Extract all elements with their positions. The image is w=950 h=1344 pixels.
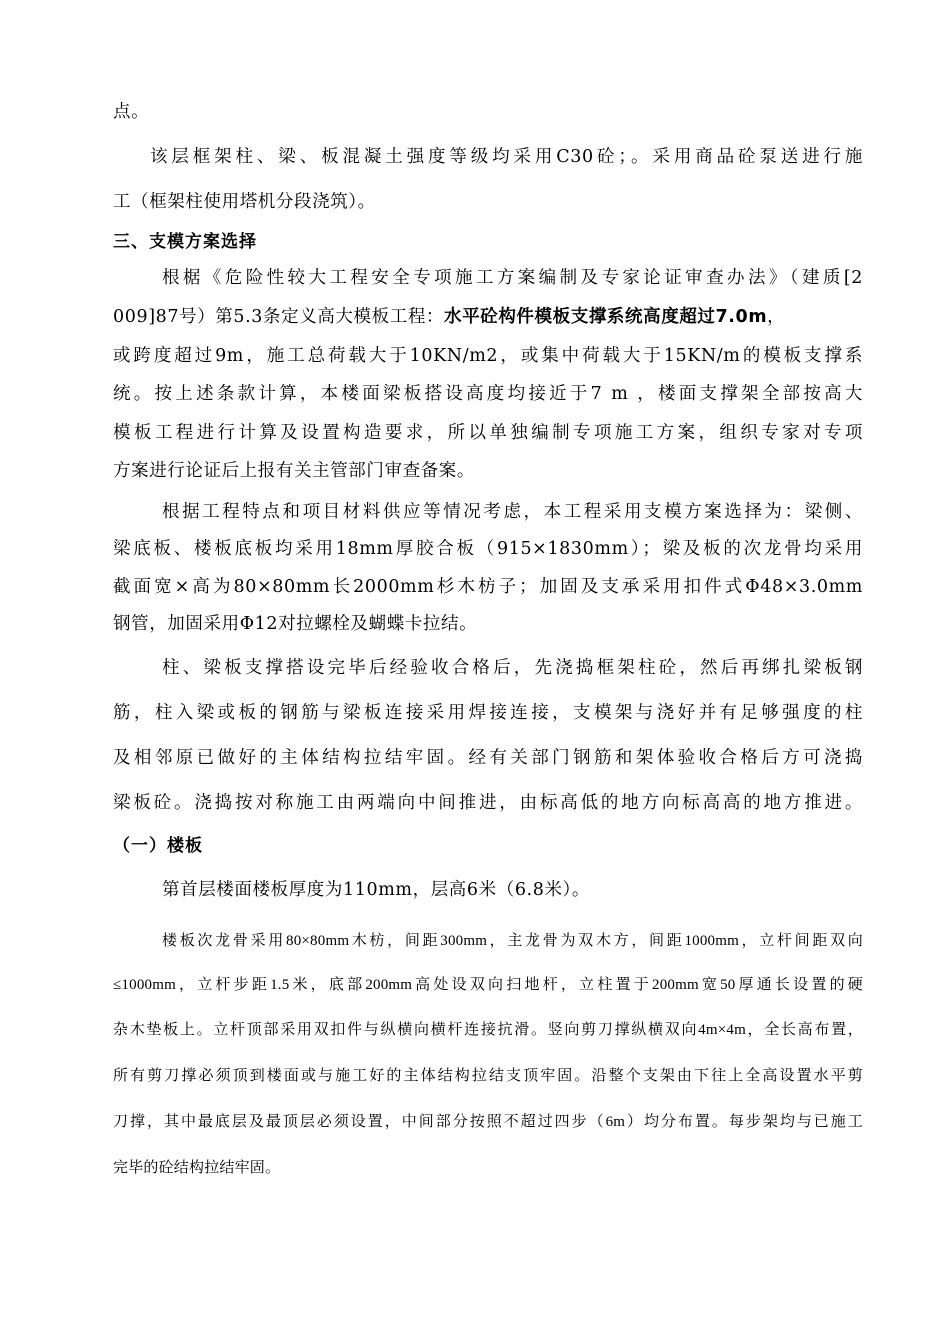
text-line: 杂木垫板上。立杆顶部采用双扣件与纵横向横杆连接抗滑。竖向剪刀撑纵横双向4m×4m，全长高布置， [113, 1022, 863, 1038]
text-line: 工（框架柱使用塔机分段浇筑）。 [113, 192, 376, 212]
text-line: 楼板次龙骨采用80×80mm木枋，间距300mm，主龙骨为双木方，间距1000mm，立杆间距双向 [162, 933, 863, 949]
text-line: 点。 [113, 102, 150, 122]
subsection-heading: （一）楼板 [113, 836, 203, 856]
text-segment: 009]87号）第5.3条定义高大模板工程： [113, 307, 445, 327]
text-line: 梁板砼。浇捣按对称施工由两端向中间推进，由标高低的地方向标高高的地方推进。 [113, 793, 863, 813]
text-line: 统。按上述条款计算，本楼面梁板搭设高度均接近于7 m ，楼面支撑架全部按高大 [113, 384, 863, 404]
text-line: 筋，柱入梁或板的钢筋与梁板连接采用焊接连接，支模架与浇好并有足够强度的柱 [113, 703, 863, 723]
text-line: 梁底板、楼板底板均采用18mm厚胶合板（915×1830mm）；梁及板的次龙骨均采用 [113, 539, 863, 559]
text-line: 模板工程进行计算及设置构造要求，所以单独编制专项施工方案，组织专家对专项 [113, 423, 863, 443]
text-segment: ， [767, 307, 786, 327]
text-line: 钢管，加固采用Φ12对拉螺栓及蝴蝶卡拉结。 [113, 614, 478, 634]
text-line: 柱、梁板支撑搭设完毕后经验收合格后，先浇捣框架柱砼，然后再绑扎梁板钢 [162, 658, 863, 678]
text-line: 及相邻原已做好的主体结构拉结牢固。经有关部门钢筋和架体验收合格后方可浇捣 [113, 748, 863, 768]
text-line: 根椐《危险性较大工程安全专项施工方案编制及专家论证审查办法》（建质[2 [162, 268, 863, 288]
text-line: 或跨度超过9m，施工总荷载大于10KN/m2，或集中荷载大于15KN/m的模板支撑系 [113, 346, 863, 366]
text-line: ≤1000mm，立杆步距1.5米，底部200mm高处设双向扫地杆，立柱置于200mm宽50厚通长设置的硬 [113, 977, 863, 993]
text-line: 该层框架柱、梁、板混凝土强度等级均采用C30砼；。采用商品砼泵送进行施 [150, 147, 863, 167]
bold-emphasis: 水平砼构件模板支撑系统高度超过7.0m [444, 307, 768, 327]
text-line: 截面宽×高为80×80mm长2000mm杉木枋子；加固及支承采用扣件式Φ48×3.0mm [113, 577, 863, 597]
text-line: 刀撑，其中最底层及最顶层必须设置，中间部分按照不超过四步（6m）均分布置。每步架均与已施工 [113, 1114, 863, 1130]
text-line: 第首层楼面楼板厚度为110mm，层高6米（6.8米）。 [162, 880, 591, 900]
text-line: 完毕的砼结构拉结牢固。 [113, 1160, 281, 1176]
section-heading: 三、支模方案选择 [113, 232, 257, 252]
text-line: 所有剪刀撑必须顶到楼面或与施工好的主体结构拉结支顶牢固。沿整个支架由下往上全高设置水平剪 [113, 1068, 863, 1084]
text-line: 方案进行论证后上报有关主管部门审查备案。 [113, 461, 475, 481]
text-line: 根据工程特点和项目材料供应等情况考虑，本工程采用支模方案选择为：梁侧、 [162, 502, 863, 522]
text-line [113, 305, 863, 329]
